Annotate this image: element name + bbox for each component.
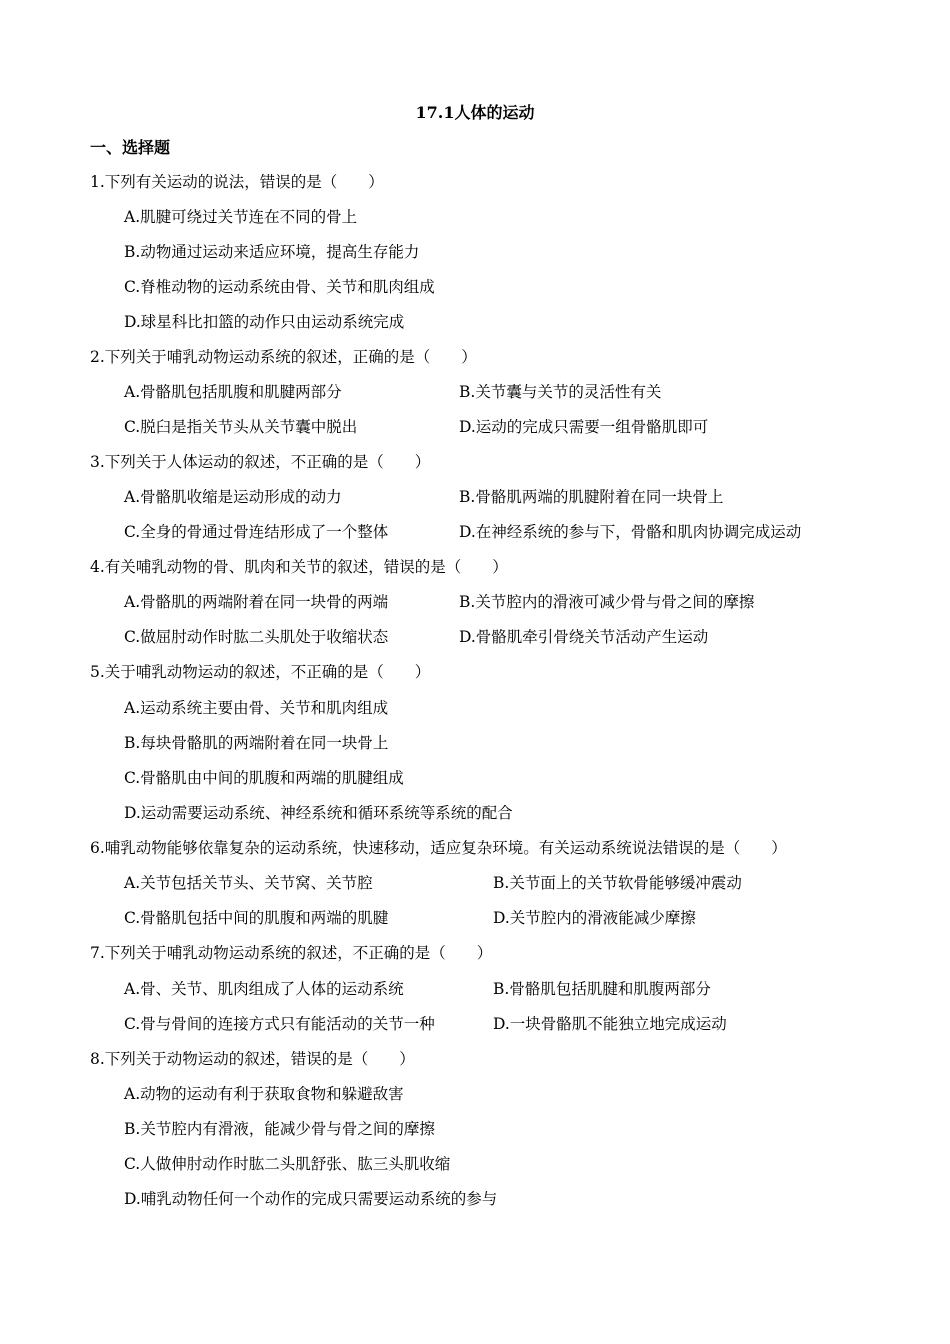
question-6-option-d: D.关节腔内的滑液能减少摩擦 <box>493 909 696 927</box>
question-4-option-c: C.做屈肘动作时肱二头肌处于收缩状态 <box>124 628 389 646</box>
question-3-option-b: B.骨骼肌两端的肌腱附着在同一块骨上 <box>459 488 724 506</box>
question-7-option-d: D.一块骨骼肌不能独立地完成运动 <box>493 1015 727 1033</box>
question-1-stem: 1.下列有关运动的说法，错误的是（ ） <box>90 173 384 191</box>
question-8-stem: 8.下列关于动物运动的叙述，错误的是（ ） <box>90 1050 415 1068</box>
question-3-stem: 3.下列关于人体运动的叙述，不正确的是（ ） <box>90 453 431 471</box>
question-4-stem: 4.有关哺乳动物的骨、肌肉和关节的叙述，错误的是（ ） <box>90 558 508 576</box>
question-7-option-c: C.骨与骨间的连接方式只有能活动的关节一种 <box>124 1015 435 1033</box>
question-3-option-a: A.骨骼肌收缩是运动形成的动力 <box>124 488 342 506</box>
question-7-stem: 7.下列关于哺乳动物运动系统的叙述，不正确的是（ ） <box>90 944 493 962</box>
question-8-option-c: C.人做伸肘动作时肱二头肌舒张、肱三头肌收缩 <box>124 1155 451 1173</box>
question-6-option-c: C.骨骼肌包括中间的肌腹和两端的肌腱 <box>124 909 389 927</box>
question-2-stem: 2.下列关于哺乳动物运动系统的叙述，正确的是（ ） <box>90 348 477 366</box>
question-5-option-a: A.运动系统主要由骨、关节和肌肉组成 <box>124 699 389 717</box>
question-5-option-c: C.骨骼肌由中间的肌腹和两端的肌腱组成 <box>124 769 404 787</box>
question-3-option-c: C.全身的骨通过骨连结形成了一个整体 <box>124 523 389 541</box>
question-6-stem: 6.哺乳动物能够依靠复杂的运动系统，快速移动，适应复杂环境。有关运动系统说法错误的是（ ） <box>90 839 787 857</box>
question-2-option-c: C.脱臼是指关节头从关节囊中脱出 <box>124 418 358 436</box>
question-8-option-b: B.关节腔内有滑液，能减少骨与骨之间的摩擦 <box>124 1120 435 1138</box>
section-heading: 一、选择题 <box>90 138 171 157</box>
question-2-option-a: A.骨骼肌包括肌腹和肌腱两部分 <box>124 383 342 401</box>
question-1-option-d: D.球星科比扣篮的动作只由运动系统完成 <box>124 313 405 331</box>
document-title: 17.1人体的运动 <box>415 103 535 122</box>
question-4-option-d: D.骨骼肌牵引骨绕关节活动产生运动 <box>459 628 709 646</box>
question-2-option-b: B.关节囊与关节的灵活性有关 <box>459 383 662 401</box>
question-5-option-b: B.每块骨骼肌的两端附着在同一块骨上 <box>124 734 389 752</box>
question-8-option-a: A.动物的运动有利于获取食物和躲避敌害 <box>124 1085 404 1103</box>
question-7-option-a: A.骨、关节、肌肉组成了人体的运动系统 <box>124 980 404 998</box>
question-7-option-b: B.骨骼肌包括肌腱和肌腹两部分 <box>493 980 711 998</box>
question-1-option-c: C.脊椎动物的运动系统由骨、关节和肌肉组成 <box>124 278 435 296</box>
question-8-option-d: D.哺乳动物任何一个动作的完成只需要运动系统的参与 <box>124 1190 498 1208</box>
question-5-stem: 5.关于哺乳动物运动的叙述，不正确的是（ ） <box>90 663 431 681</box>
question-1-option-a: A.肌腱可绕过关节连在不同的骨上 <box>124 208 358 226</box>
question-6-option-b: B.关节面上的关节软骨能够缓冲震动 <box>493 874 742 892</box>
question-1-option-b: B.动物通过运动来适应环境，提高生存能力 <box>124 243 420 261</box>
question-3-option-d: D.在神经系统的参与下，骨骼和肌肉协调完成运动 <box>459 523 802 541</box>
question-2-option-d: D.运动的完成只需要一组骨骼肌即可 <box>459 418 709 436</box>
question-6-option-a: A.关节包括关节头、关节窝、关节腔 <box>124 874 373 892</box>
question-4-option-b: B.关节腔内的滑液可减少骨与骨之间的摩擦 <box>459 593 755 611</box>
question-4-option-a: A.骨骼肌的两端附着在同一块骨的两端 <box>124 593 389 611</box>
question-5-option-d: D.运动需要运动系统、神经系统和循环系统等系统的配合 <box>124 804 513 822</box>
